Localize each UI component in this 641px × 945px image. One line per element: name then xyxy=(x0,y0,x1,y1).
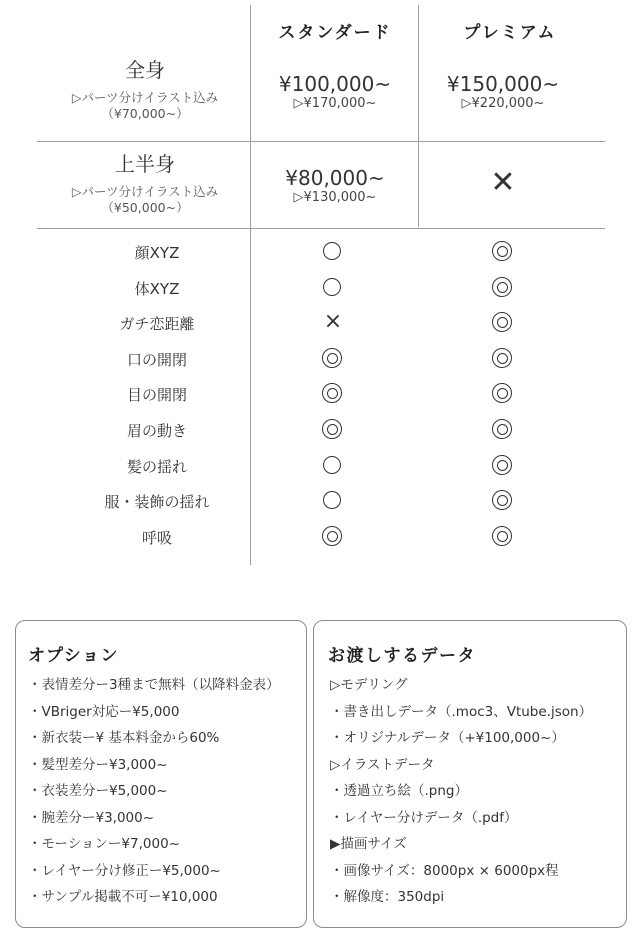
feature-label: 眉の動き xyxy=(126,422,187,440)
row-full-std-sub: ▷¥170,000~ xyxy=(293,96,377,111)
row-full-pre-price: ¥150,000~ xyxy=(446,72,560,96)
inner-circle-shape xyxy=(497,424,508,435)
feature-label: 口の開閉 xyxy=(126,350,187,369)
header-premium: プレミアム xyxy=(463,23,557,43)
inner-circle-shape xyxy=(497,531,508,542)
options-box xyxy=(15,620,307,928)
row-upper-note1: ▷パーツ分けイラスト込み xyxy=(71,184,219,199)
row-full-note1: ▷パーツ分けイラスト込み xyxy=(71,90,219,105)
circle-icon xyxy=(321,276,345,300)
deliverable-item: ・透過立ち絵（.png） xyxy=(330,783,468,799)
header-standard: スタンダード xyxy=(278,23,392,43)
double-circle-icon xyxy=(491,311,515,335)
double-circle-icon xyxy=(491,382,515,406)
inner-circle-shape xyxy=(327,531,338,542)
double-circle-icon xyxy=(491,489,515,513)
feature-label: 目の開閉 xyxy=(126,386,187,405)
row-upper-note2: （¥50,000~） xyxy=(101,200,189,215)
circle-icon xyxy=(321,489,345,513)
deliverable-item: ・レイヤー分けデータ（.pdf） xyxy=(330,809,518,826)
double-circle-icon xyxy=(321,418,345,442)
row-full-standard-price xyxy=(252,72,418,112)
row-full-pre-sub: ▷¥220,000~ xyxy=(461,96,545,111)
deliverables-title: お渡しするデータ xyxy=(328,646,476,666)
options-title: オプション xyxy=(28,646,119,666)
inner-circle-shape xyxy=(497,353,508,364)
row-upper-standard-price xyxy=(252,166,418,206)
cross-icon xyxy=(321,311,345,335)
feature-label: 服・装飾の揺れ xyxy=(104,493,210,512)
deliverable-item: ・書き出しデータ（.moc3、Vtube.json） xyxy=(330,703,593,720)
option-item: ・髪型差分ー¥3,000~ xyxy=(28,756,168,773)
option-item: ・VBriger対応ー¥5,000 xyxy=(28,703,180,720)
inner-circle-shape xyxy=(497,246,508,257)
feature-label: 顔XYZ xyxy=(134,244,180,262)
feature-label: 髪の揺れ xyxy=(126,457,187,476)
circle-shape xyxy=(323,491,341,509)
table-divider-horizontal-1 xyxy=(37,141,605,142)
circle-shape xyxy=(323,242,341,260)
double-circle-icon xyxy=(321,525,345,549)
double-circle-icon xyxy=(491,347,515,371)
row-upper-label xyxy=(30,152,260,216)
double-circle-icon xyxy=(491,418,515,442)
option-item: ・レイヤー分け修正ー¥5,000~ xyxy=(28,862,221,879)
row-upper-title: 上半身 xyxy=(115,152,175,176)
double-circle-icon xyxy=(321,382,345,406)
row-full-title: 全身 xyxy=(125,58,165,82)
inner-circle-shape xyxy=(327,353,338,364)
double-circle-icon xyxy=(491,454,515,478)
row-upper-premium-mark: ✕ xyxy=(490,165,516,200)
circle-shape xyxy=(323,278,341,296)
double-circle-icon xyxy=(321,347,345,371)
double-circle-icon xyxy=(491,276,515,300)
option-item: ・モーションー¥7,000~ xyxy=(28,836,180,852)
feature-label: ガチ恋距離 xyxy=(119,315,195,334)
option-item: ・腕差分ー¥3,000~ xyxy=(28,809,155,826)
table-divider-vertical-2 xyxy=(418,5,419,227)
inner-circle-shape xyxy=(327,424,338,435)
row-upper-std-sub: ▷¥130,000~ xyxy=(293,190,377,205)
deliverables-box xyxy=(313,620,627,928)
option-item: ・新衣装ー¥ 基本料金から60% xyxy=(28,730,220,746)
row-full-note2: （¥70,000~） xyxy=(101,106,189,121)
deliverable-item: ▶描画サイズ xyxy=(330,836,407,852)
deliverable-item: ▷イラストデータ xyxy=(330,756,435,773)
row-full-std-price: ¥100,000~ xyxy=(278,72,392,96)
option-item: ・衣装差分ー¥5,000~ xyxy=(28,783,168,799)
inner-circle-shape xyxy=(497,282,508,293)
deliverable-item: ・解像度：350dpi xyxy=(330,889,445,905)
circle-icon xyxy=(321,454,345,478)
cross-glyph: × xyxy=(323,309,343,335)
double-circle-icon xyxy=(491,525,515,549)
deliverable-item: ▷モデリング xyxy=(330,677,408,693)
row-full-premium-price xyxy=(420,72,586,112)
row-upper-std-price: ¥80,000~ xyxy=(285,166,385,190)
option-item: ・サンプル掲載不可ー¥10,000 xyxy=(28,889,218,905)
option-item: ・表情差分ー3種まで無料（以降料金表） xyxy=(28,677,280,693)
circle-shape xyxy=(323,456,341,474)
deliverable-item: ・画像サイズ：8000px × 6000px程 xyxy=(330,862,559,879)
feature-label: 呼吸 xyxy=(141,528,172,547)
feature-label: 体XYZ xyxy=(134,279,180,298)
row-full-label xyxy=(30,58,260,122)
table-divider-horizontal-2 xyxy=(37,228,605,229)
circle-icon xyxy=(321,240,345,264)
inner-circle-shape xyxy=(497,460,508,471)
double-circle-icon xyxy=(491,240,515,264)
deliverable-item: ・オリジナルデータ（+¥100,000~） xyxy=(330,730,565,746)
